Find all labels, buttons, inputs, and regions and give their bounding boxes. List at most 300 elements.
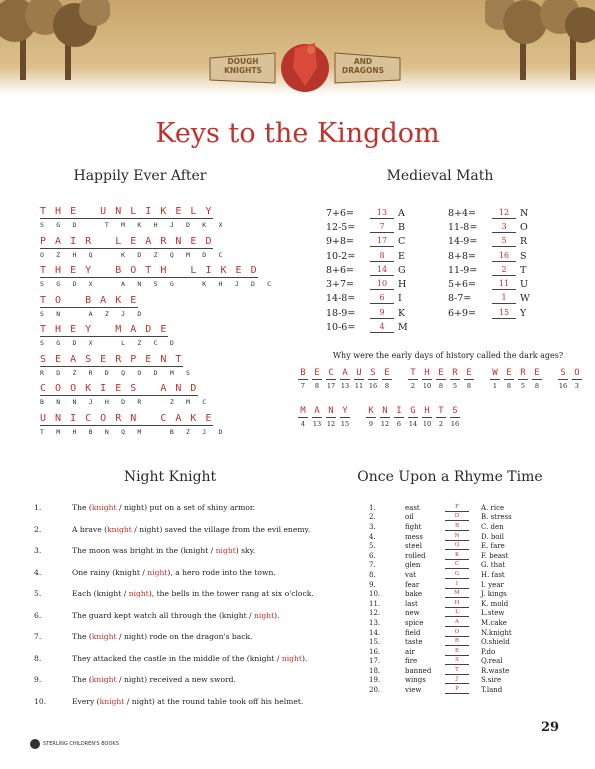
tree-illustration-left <box>0 0 110 80</box>
math-answer: 8 <box>370 251 394 262</box>
cipher-number: 7 <box>300 382 306 390</box>
cipher-cell <box>436 368 446 390</box>
night-text-pre: Each (knight / <box>72 589 129 598</box>
rhyme-number: 18. <box>369 666 381 675</box>
rhyme-answer: S <box>445 657 469 665</box>
night-item-number: 9. <box>34 675 42 684</box>
night-item <box>34 632 334 654</box>
night-answer: night <box>147 567 168 577</box>
cipher-cell <box>450 368 460 390</box>
cipher-letter: G <box>408 406 418 418</box>
scramble-answer: S E A S E R P E N T <box>40 353 183 365</box>
rhyme-word: field <box>405 628 421 637</box>
rhyme-word: air <box>405 647 415 656</box>
rhyme-word: vat <box>405 570 416 579</box>
math-row <box>326 277 412 291</box>
math-equation: 3+7= <box>326 279 355 291</box>
logo-text-left: DOUGH KNIGHTS <box>224 57 262 75</box>
publisher-logo <box>30 739 119 749</box>
math-letter: M <box>398 322 408 334</box>
rhyme-option: H. fast <box>481 570 505 579</box>
cipher-gap <box>354 406 362 428</box>
rhyme-word: wings <box>405 676 426 685</box>
cipher-number: 1 <box>492 382 498 390</box>
cipher-cell <box>422 406 432 428</box>
rhyme-word: last <box>405 599 418 608</box>
night-text-mid: / night <box>124 696 152 706</box>
rhyme-number: 6. <box>369 551 376 560</box>
rhyme-number: 19. <box>369 676 381 685</box>
night-item-text <box>72 654 334 663</box>
math-row <box>326 235 412 249</box>
math-row <box>448 235 534 249</box>
math-row <box>448 206 534 220</box>
cipher-answer-2 <box>298 406 464 428</box>
night-text-post: ) saved the village from the evil enemy. <box>159 524 311 534</box>
math-riddle: Why were the early days of history called the dark ages? <box>332 351 564 360</box>
cipher-letter: T <box>408 368 418 380</box>
cipher-letter: S <box>558 368 568 380</box>
rhyme-option: R.waste <box>481 666 510 675</box>
cipher-cell <box>518 368 528 390</box>
night-item <box>34 546 334 568</box>
rhyme-word: banned <box>405 666 432 675</box>
night-item-number: 8. <box>34 653 42 663</box>
cipher-cell <box>366 406 376 428</box>
rhyme-answer: N <box>445 533 469 541</box>
scramble-code: R D Z R D Q O D M S <box>40 368 195 377</box>
rhyme-answer: P <box>445 686 469 694</box>
cipher-letter: N <box>380 406 390 418</box>
rhyme-row <box>369 609 541 619</box>
math-row <box>326 263 412 277</box>
rhyme-option: B. stress <box>481 513 512 522</box>
cipher-number: 10 <box>422 420 432 428</box>
cipher-letter: I <box>394 406 404 418</box>
scramble-code: S G D T M K H J D K X <box>40 221 227 229</box>
cipher-cell <box>354 368 364 390</box>
scramble-answer: P A I R L E A R N E D <box>40 235 213 247</box>
math-row <box>448 263 534 277</box>
math-answer: 3 <box>492 222 516 233</box>
math-equation: 11-8= <box>448 221 478 233</box>
cipher-letter: A <box>340 368 350 380</box>
math-letter: B <box>398 221 405 233</box>
rhyme-option: Q.real <box>481 657 503 666</box>
rhyme-answer: D <box>445 513 469 521</box>
scramble-item <box>40 199 280 229</box>
rhyme-row <box>369 522 541 532</box>
math-row <box>448 277 534 291</box>
night-text-pre: They attacked the castle in the middle of the (knight / <box>72 653 282 663</box>
rhyme-option: O.shield <box>481 638 510 647</box>
night-item <box>34 503 334 525</box>
cipher-letter: E <box>382 368 392 380</box>
publisher-name: STERLING CHILDREN'S BOOKS <box>43 741 119 747</box>
scramble-item <box>40 406 280 436</box>
math-answer: 5 <box>492 236 516 247</box>
rhyme-option: L.stew <box>481 609 505 618</box>
cipher-number: 9 <box>368 420 374 428</box>
night-item-text <box>72 503 334 512</box>
night-item <box>34 589 334 611</box>
rhyme-number: 1. <box>369 503 376 512</box>
night-item-text <box>72 697 334 706</box>
night-text-post: ), a hero rode into the town. <box>167 567 276 577</box>
cipher-letter: E <box>436 368 446 380</box>
rhyme-word: bake <box>405 590 423 599</box>
rhyme-word: rolled <box>405 551 426 560</box>
rhyme-option: D. boil <box>481 532 504 541</box>
math-answer: 4 <box>370 322 394 333</box>
scramble-code: S N A Z J D <box>40 309 146 318</box>
cipher-cell <box>312 368 322 390</box>
math-letter: H <box>398 279 407 291</box>
rhyme-answer: E <box>445 648 469 656</box>
math-row <box>326 220 412 234</box>
math-equation: 9+8= <box>326 236 355 248</box>
math-title: Medieval Math <box>386 168 494 184</box>
night-text-mid: / night <box>116 632 145 641</box>
rhyme-number: 20. <box>369 686 381 695</box>
cipher-cell <box>450 406 460 428</box>
cipher-cell <box>464 368 474 390</box>
cipher-gap <box>478 368 486 390</box>
rhyme-answer: A <box>445 619 469 627</box>
rhyme-number: 11. <box>369 599 381 608</box>
cipher-cell <box>572 368 582 390</box>
cipher-number: 8 <box>438 382 444 390</box>
night-title: Night Knight <box>123 469 217 485</box>
scramble-answer: T H E U N L I K E L Y <box>40 206 213 217</box>
rhyme-number: 16. <box>369 647 381 656</box>
math-equation: 6+9= <box>448 307 477 319</box>
rhyme-number: 15. <box>369 638 381 647</box>
rhyme-option: C. den <box>481 522 504 531</box>
scramble-answer: T H E Y M A D E <box>40 324 168 335</box>
math-row <box>448 249 534 263</box>
math-answer: 2 <box>492 265 516 276</box>
cipher-number: 6 <box>396 420 402 428</box>
cipher-number: 5 <box>520 382 526 390</box>
night-text-pre: One rainy (knight / <box>72 567 148 577</box>
night-item-number: 1. <box>34 503 42 512</box>
night-item-text <box>72 568 334 577</box>
night-answer: knight <box>99 696 125 706</box>
rhyme-option: J. kings <box>481 590 507 599</box>
rhyme-answer: G <box>445 571 469 579</box>
scramble-answer: C O O K I E S A N D <box>40 383 198 394</box>
math-letter: O <box>520 221 528 233</box>
rhyme-row <box>369 589 541 599</box>
rhyme-option: P.do <box>481 647 496 656</box>
cipher-number: 8 <box>506 382 512 390</box>
rhyme-answer: Q <box>445 542 469 550</box>
night-text-mid: / night <box>116 675 145 684</box>
scramble-item <box>40 317 280 347</box>
cipher-cell <box>368 368 378 390</box>
math-row <box>448 220 534 234</box>
cipher-gap <box>396 368 404 390</box>
night-item-text <box>72 589 334 598</box>
rhyme-row <box>369 561 541 571</box>
math-equation: 8-7= <box>448 293 472 305</box>
math-letter: R <box>520 236 528 248</box>
rhyme-number: 12. <box>369 609 381 618</box>
scramble-item <box>40 347 280 377</box>
cipher-cell <box>382 368 392 390</box>
night-item-text <box>72 632 334 641</box>
rhyme-number: 13. <box>369 618 381 627</box>
night-item-number: 3. <box>34 546 42 555</box>
night-item-number: 6. <box>34 610 42 620</box>
rhyme-row <box>369 657 541 667</box>
math-equation: 8+4= <box>448 207 477 219</box>
rhyme-row <box>369 570 541 580</box>
page-title: Keys to the Kingdom <box>155 118 440 149</box>
math-letter: G <box>398 264 406 276</box>
cipher-cell <box>326 406 336 428</box>
rhyme-answer: B <box>445 523 469 531</box>
scramble-code: S G D X A N S G K H J D C <box>40 280 276 288</box>
math-letter: I <box>398 293 402 305</box>
night-text-post: ) received a new sword. <box>144 675 236 684</box>
cipher-cell <box>326 368 336 390</box>
cipher-cell <box>558 368 568 390</box>
math-letter: U <box>520 279 529 291</box>
rhyme-word: fear <box>405 580 420 589</box>
cipher-letter: E <box>504 368 514 380</box>
math-letter: A <box>398 207 405 219</box>
rhyme-number: 10. <box>369 590 381 599</box>
night-answer: night <box>254 610 275 620</box>
cipher-cell <box>312 406 322 428</box>
rhyme-word: east <box>405 503 420 512</box>
night-item <box>34 697 334 719</box>
cipher-cell <box>394 406 404 428</box>
rhyme-option: S.sire <box>481 676 502 685</box>
rhyme-number: 2. <box>369 513 376 522</box>
night-text-post: ), the bells in the tower rang at six o'clock. <box>148 589 314 598</box>
cipher-number: 17 <box>326 382 336 390</box>
rhyme-option: G. that <box>481 561 506 570</box>
night-item <box>34 568 334 590</box>
rhyme-word: taste <box>405 638 423 647</box>
rhyme-word: spice <box>405 618 424 627</box>
rhyme-word: view <box>405 686 422 695</box>
math-answer: 11 <box>492 279 516 290</box>
rhyme-row <box>369 647 541 657</box>
night-item-number: 2. <box>34 524 42 534</box>
rhyme-option: M.cake <box>481 618 507 627</box>
rhyme-word: glen <box>405 561 421 570</box>
cipher-letter: O <box>572 368 582 380</box>
night-text-post: ) put on a set of shiny armor. <box>144 503 256 512</box>
rhyme-option: E. fare <box>481 542 505 551</box>
rhyme-number: 5. <box>369 542 376 551</box>
math-answer: 9 <box>370 308 394 319</box>
math-equation: 8+6= <box>326 264 355 276</box>
cipher-cell <box>436 406 446 428</box>
night-text-post: ). <box>274 610 280 620</box>
cipher-number: 4 <box>300 420 306 428</box>
logo-text-right: AND DRAGONS <box>341 57 384 75</box>
night-text-pre: The ( <box>72 503 92 512</box>
rhyme-option: A. rice <box>481 503 505 512</box>
night-text-pre: The moon was bright in the (knight / <box>72 546 216 555</box>
cipher-letter: T <box>436 406 446 418</box>
night-answer: knight <box>91 503 117 512</box>
night-text-post: ) at the round table took off his helmet. <box>151 696 304 706</box>
cipher-answer-1 <box>298 368 586 390</box>
math-row <box>326 249 412 263</box>
scramble-code: O Z H Q K D Z Q M D C <box>40 250 227 259</box>
rhyme-answer: K <box>445 552 469 560</box>
rhyme-number: 14. <box>369 628 381 637</box>
cipher-number: 8 <box>534 382 540 390</box>
rhyme-row <box>369 628 541 638</box>
night-item-number: 10. <box>34 696 47 706</box>
math-answer: 12 <box>492 208 516 219</box>
cipher-number: 11 <box>354 382 364 390</box>
cipher-letter: H <box>422 406 432 418</box>
cipher-cell <box>380 406 390 428</box>
cipher-number: 16 <box>558 382 568 390</box>
rhyme-number: 7. <box>369 561 376 570</box>
night-text-mid: / night <box>131 524 160 534</box>
night-answer: night <box>281 653 302 663</box>
rhyme-row <box>369 580 541 590</box>
publisher-mark-icon <box>30 739 40 749</box>
math-equation: 11-9= <box>448 264 478 276</box>
page-number: 29 <box>541 720 560 735</box>
cipher-number: 12 <box>326 420 336 428</box>
rhyme-row <box>369 676 541 686</box>
math-equation: 7+6= <box>326 207 355 219</box>
night-item-number: 4. <box>34 567 42 577</box>
rhyme-word: fire <box>405 657 418 666</box>
rhyme-row <box>369 637 541 647</box>
night-answer: night <box>215 546 236 555</box>
cipher-cell <box>408 406 418 428</box>
rhyme-answer: J <box>445 676 469 684</box>
math-equation: 18-9= <box>326 307 356 319</box>
cipher-letter: S <box>368 368 378 380</box>
cipher-number: 8 <box>384 382 390 390</box>
math-letter: C <box>398 236 406 248</box>
night-item <box>34 654 334 676</box>
rhyme-word: steel <box>405 542 422 551</box>
rhyme-answer: R <box>445 638 469 646</box>
math-row <box>326 320 412 334</box>
cipher-number: 3 <box>574 382 580 390</box>
cipher-letter: H <box>422 368 432 380</box>
scramble-code: S G D X L Z C D <box>40 339 178 347</box>
scramble-answer: U N I C O R N C A K E <box>40 412 213 424</box>
cipher-cell <box>532 368 542 390</box>
rhyme-row <box>369 685 541 695</box>
cipher-number: 8 <box>466 382 472 390</box>
night-list <box>34 503 334 718</box>
scramble-list <box>40 199 280 435</box>
rhyme-row <box>369 599 541 609</box>
night-text-pre: A brave ( <box>72 524 108 534</box>
math-letter: N <box>520 207 529 219</box>
cipher-letter: U <box>354 368 364 380</box>
rhyme-option: K. mold <box>481 599 509 608</box>
cipher-gap <box>546 368 554 390</box>
night-answer: night <box>128 589 149 598</box>
rhyme-row <box>369 618 541 628</box>
rhyme-answer: L <box>445 609 469 617</box>
scramble-item <box>40 258 280 288</box>
math-row <box>326 206 412 220</box>
rhyme-title: Once Upon a Rhyme Time <box>357 469 543 485</box>
cipher-cell <box>298 368 308 390</box>
cipher-number: 16 <box>450 420 460 428</box>
cipher-cell <box>340 406 350 428</box>
night-text-pre: The ( <box>72 675 92 684</box>
math-row <box>448 292 534 306</box>
rhyme-option: N.knight <box>481 628 512 637</box>
cipher-number: 13 <box>340 382 350 390</box>
night-text-pre: Every ( <box>72 696 100 706</box>
cipher-letter: S <box>450 406 460 418</box>
math-column-left <box>326 206 412 335</box>
math-column-right <box>448 206 534 320</box>
night-item <box>34 611 334 633</box>
math-letter: Y <box>520 307 527 319</box>
rhyme-answer: O <box>445 629 469 637</box>
cipher-number: 14 <box>408 420 418 428</box>
math-answer: 6 <box>370 293 394 304</box>
cipher-letter: E <box>532 368 542 380</box>
rhyme-answer: C <box>445 561 469 569</box>
rhyme-list <box>369 503 541 695</box>
rhyme-number: 3. <box>369 522 376 531</box>
rhyme-row <box>369 666 541 676</box>
scramble-answer: T O B A K E <box>40 294 138 306</box>
cipher-letter: E <box>312 368 322 380</box>
rhyme-word: mess <box>405 532 423 541</box>
rhyme-answer: H <box>445 600 469 608</box>
cipher-cell <box>340 368 350 390</box>
cipher-letter: M <box>298 406 308 418</box>
rhyme-number: 4. <box>369 532 376 541</box>
math-row <box>448 306 534 320</box>
cipher-cell <box>408 368 418 390</box>
math-answer: 1 <box>492 293 516 304</box>
night-item-text <box>72 611 334 620</box>
math-equation: 14-9= <box>448 236 478 248</box>
math-equation: 10-2= <box>326 250 356 262</box>
night-item-number: 5. <box>34 589 42 598</box>
math-letter: W <box>520 293 530 305</box>
rhyme-word: fight <box>405 522 422 531</box>
cipher-letter: Y <box>340 406 350 418</box>
cipher-letter: A <box>312 406 322 418</box>
cipher-letter: B <box>298 368 308 380</box>
math-answer: 10 <box>370 279 394 290</box>
cipher-cell <box>490 368 500 390</box>
night-item <box>34 525 334 547</box>
rhyme-option: I. year <box>481 580 504 589</box>
math-answer: 15 <box>492 308 516 319</box>
cipher-letter: N <box>326 406 336 418</box>
math-equation: 8+8= <box>448 250 477 262</box>
rhyme-row <box>369 503 541 513</box>
rhyme-row <box>369 513 541 523</box>
